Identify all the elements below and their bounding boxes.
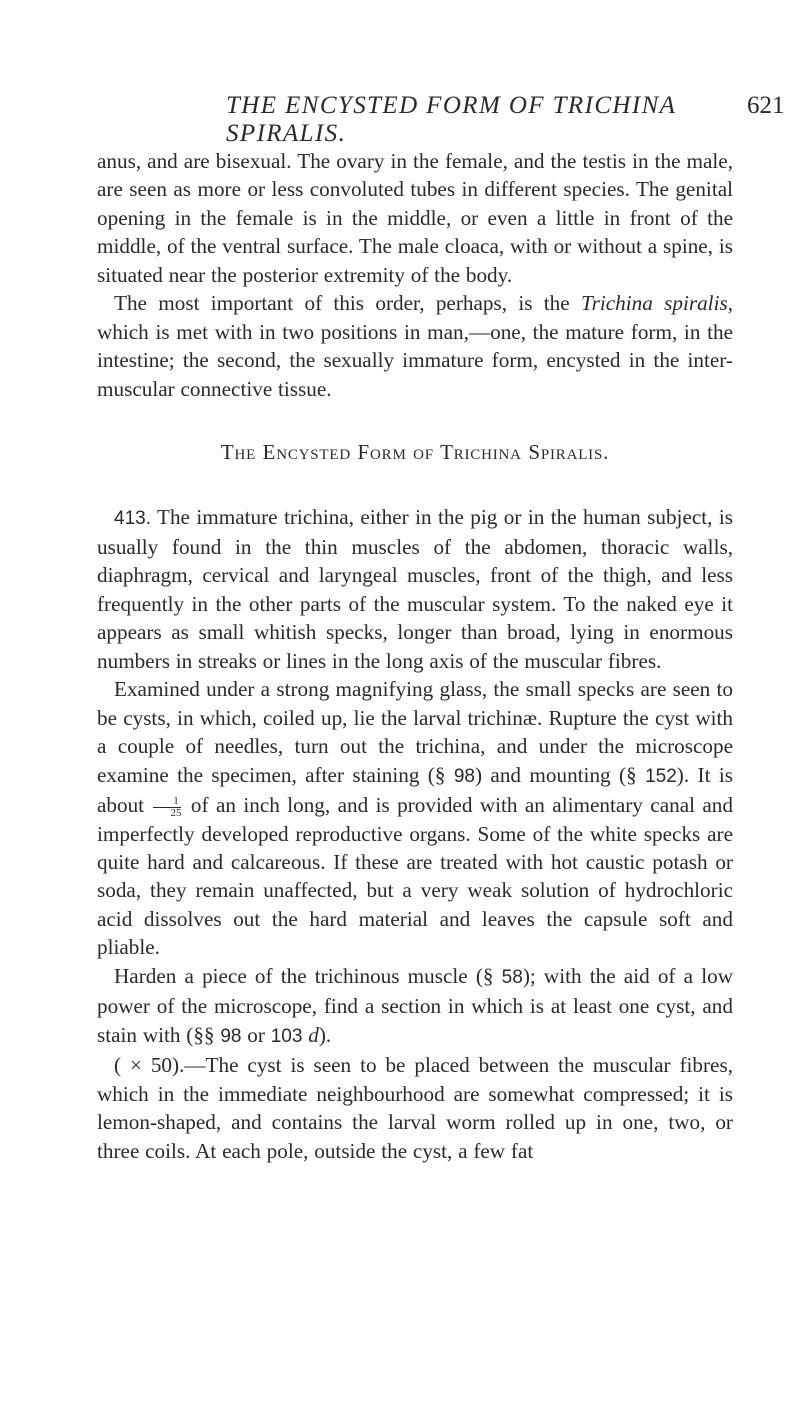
- paragraph-examined: [97, 675, 733, 962]
- paragraph-text: ).: [318, 1022, 332, 1047]
- paragraph-text: Examined under a strong magnifying glass, the small specks are seen to be cysts, in which, coiled up, lie the larval trichinæ. Rupture the cyst with a couple of needles, turn out the trichina, and under the microscope examine the specimen, after staining (§: [97, 677, 733, 787]
- running-title: THE ENCYSTED FORM OF TRICHINA SPIRALIS.: [226, 92, 676, 147]
- section-reference: 58: [501, 966, 523, 988]
- paragraph-continued: anus, and are bisexual. The ovary in the female, and the testis in the male, are seen as more or less convoluted tubes in different species. The genital opening in the female is in the middle, or even a little in front of the middle, of the ventral surface. The male cloaca, with or without a spine, is situated near the posterior extremity of the body.: [97, 149, 733, 287]
- paragraph-text: Harden a piece of the trichinous muscle (§: [114, 963, 502, 988]
- section-reference: 103: [270, 1025, 303, 1047]
- paragraph-text: The immature trichina, either in the pig or in the human subject, is usually found in the thin muscles of the abdomen, thoracic walls, diaphragm, cervical and laryngeal muscles, front of the thigh, and less frequently in the other parts of the muscular system. To the naked eye it appears as small whitish specks, longer than broad, lying in enormous numbers in streaks or lines in the long axis of the muscular fibres.: [97, 504, 733, 673]
- paragraph-magnification: ( × 50).—The cyst is seen to be placed between the muscular fibres, which in the immediate neighbourhood are somewhat compressed; it is lemon-shaped, and contains the larval worm rolled up in one, two, or three coils. At each pole, outside the cyst, a few fat: [97, 1053, 733, 1163]
- paragraph-harden: [97, 962, 733, 1051]
- fraction-numerator: 1: [173, 794, 179, 807]
- section-reference: 98: [220, 1025, 242, 1047]
- reference-letter: d: [308, 1022, 319, 1047]
- paragraph-text: The most important of this order, perhaps, is the: [114, 291, 581, 316]
- paragraph-text: ). It is about: [97, 762, 733, 818]
- paragraph-text: of an inch long, and is provided with an alimentary canal and imperfectly developed reproductive organs. Some of the white specks are quite hard and calcareous. If these are treated with hot caustic potash or soda, they remain unaffected, but a very weak solution of hydrochloric acid dissolves out the hard material and leaves the capsule soft and pliable.: [97, 793, 733, 960]
- paragraph-413: [97, 503, 733, 676]
- paragraph-text: ); with the aid of a low power of the microscope, find a section in which is at least one cyst, and stain with (§§: [97, 963, 733, 1047]
- running-header: [0, 92, 800, 147]
- page-body: [97, 147, 733, 1165]
- fraction-denominator: 25: [153, 807, 181, 819]
- paragraph-text: , which is met with in two positions in man,—one, the mature form, in the intestine; the second, the sexually immature form, encysted in the inter-muscular connective tissue.: [97, 291, 733, 401]
- section-reference: 98: [453, 765, 475, 787]
- paragraph-trichina-intro: [97, 289, 733, 403]
- paragraph-text: or: [241, 1022, 271, 1047]
- section-heading: The Encysted Form of Trichina Spiralis.: [220, 440, 610, 465]
- paragraph-text: ) and mounting (§: [474, 762, 646, 787]
- fraction: [153, 796, 181, 819]
- section-reference: 152: [645, 765, 677, 787]
- page-number: 621: [747, 92, 785, 119]
- section-number: 413.: [114, 507, 151, 529]
- species-name: Trichina spiralis: [580, 291, 728, 316]
